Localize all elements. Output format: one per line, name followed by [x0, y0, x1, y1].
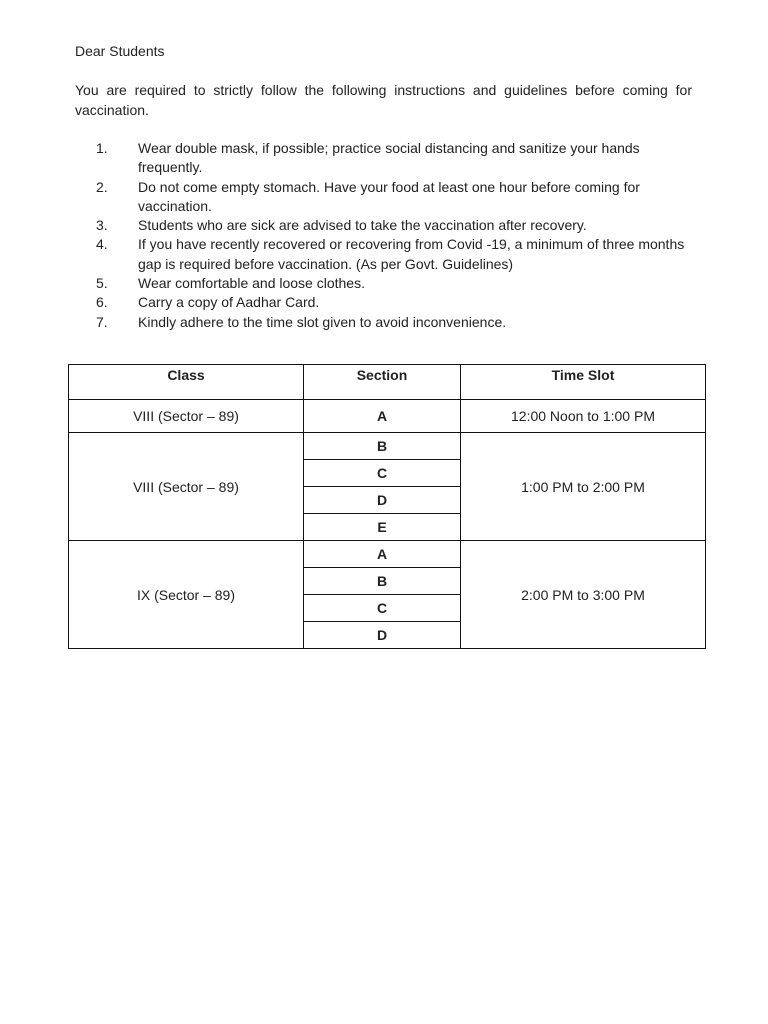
item-number: 3.: [96, 217, 108, 234]
intro-paragraph: You are required to strictly follow the following instructions and guidelines before coming for vaccination.: [75, 82, 692, 118]
item-number: 4.: [96, 236, 108, 253]
table-header-row: [69, 365, 706, 400]
instruction-item: [75, 293, 695, 312]
class-cell: VIII (Sector – 89): [69, 400, 304, 433]
section-cell: E: [304, 514, 461, 541]
item-text: If you have recently recovered or recovering from Covid -19, a minimum of three months gap is required before vaccination. (As per Govt. Guidelines): [138, 236, 685, 272]
item-number: 6.: [96, 294, 108, 311]
item-number: 5.: [96, 275, 108, 292]
item-text: Wear double mask, if possible; practice social distancing and sanitize your hands frequently.: [138, 140, 640, 176]
column-header-time-slot: Time Slot: [461, 365, 706, 400]
time-slot-cell: 2:00 PM to 3:00 PM: [461, 541, 706, 649]
instruction-item: [75, 178, 695, 217]
section-cell: A: [304, 400, 461, 433]
item-number: 2.: [96, 178, 108, 195]
class-cell: IX (Sector – 89): [69, 541, 304, 649]
class-cell: VIII (Sector – 89): [69, 433, 304, 541]
instruction-list: [75, 139, 695, 332]
item-text: Students who are sick are advised to take the vaccination after recovery.: [138, 217, 587, 234]
time-slot-cell: 1:00 PM to 2:00 PM: [461, 433, 706, 541]
time-slot-cell: 12:00 Noon to 1:00 PM: [461, 400, 706, 433]
table-row: [69, 433, 706, 460]
instruction-item: [75, 313, 695, 332]
time-slot-table: [68, 364, 706, 649]
item-number: 1.: [96, 140, 108, 156]
column-header-section: Section: [304, 365, 461, 400]
instruction-item: [75, 216, 695, 235]
item-text: Kindly adhere to the time slot given to avoid inconvenience.: [138, 313, 507, 330]
column-header-class: Class: [69, 365, 304, 400]
section-cell: D: [304, 487, 461, 514]
item-number: 7.: [96, 313, 108, 330]
section-cell: A: [304, 541, 461, 568]
item-text: Carry a copy of Aadhar Card.: [138, 294, 320, 311]
table-row: [69, 541, 706, 568]
greeting: Dear Students: [75, 43, 165, 59]
table-row: [69, 400, 706, 433]
instruction-item: [75, 274, 695, 293]
section-cell: C: [304, 595, 461, 622]
section-cell: D: [304, 622, 461, 649]
instruction-item: [75, 235, 695, 274]
item-text: Wear comfortable and loose clothes.: [138, 275, 365, 292]
instruction-item: [75, 139, 695, 178]
section-cell: C: [304, 460, 461, 487]
section-cell: B: [304, 568, 461, 595]
section-cell: B: [304, 433, 461, 460]
item-text: Do not come empty stomach. Have your food at least one hour before coming for vaccination.: [138, 178, 640, 214]
